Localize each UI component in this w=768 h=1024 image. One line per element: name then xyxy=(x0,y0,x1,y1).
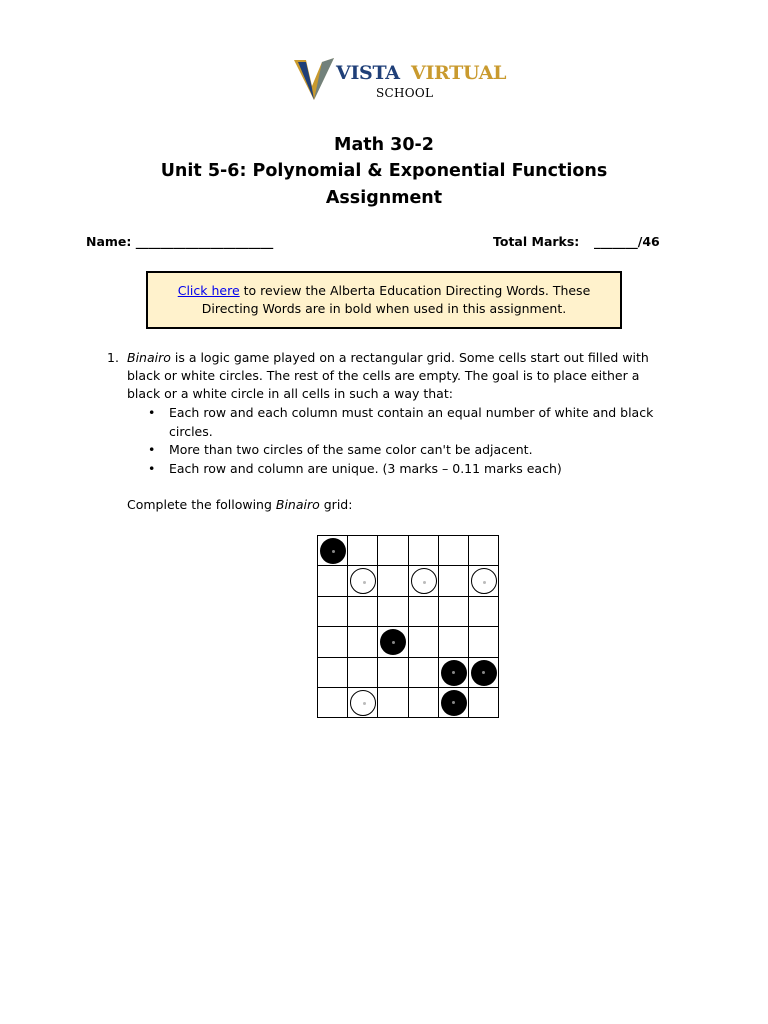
grid-cell[interactable] xyxy=(468,536,498,566)
directing-words-notice xyxy=(146,271,622,329)
name-blank[interactable]: ______________________ xyxy=(135,234,274,249)
grid-row xyxy=(318,657,499,687)
grid-cell[interactable] xyxy=(408,687,438,717)
grid-row xyxy=(318,536,499,566)
grid-cell[interactable] xyxy=(378,566,408,596)
total-marks-label: Total Marks: xyxy=(493,234,580,249)
white-circle xyxy=(471,568,497,594)
grid-cell[interactable] xyxy=(408,596,438,626)
black-circle xyxy=(441,690,467,716)
binairo-grid xyxy=(317,535,499,718)
grid-cell[interactable] xyxy=(408,627,438,657)
name-label: Name: xyxy=(86,234,132,249)
black-circle xyxy=(471,660,497,686)
school-logo xyxy=(292,54,507,104)
grid-row xyxy=(318,627,499,657)
grid-cell[interactable] xyxy=(468,627,498,657)
grid-cell[interactable] xyxy=(438,687,468,717)
grid-cell[interactable] xyxy=(408,566,438,596)
rule-item: • Each row and each column must contain an equal number of white and black circles. xyxy=(146,404,653,441)
question-intro-line1 xyxy=(127,349,649,368)
grid-cell[interactable] xyxy=(378,657,408,687)
grid-cell[interactable] xyxy=(348,627,378,657)
grid-row xyxy=(318,596,499,626)
binairo-term: Binairo xyxy=(127,350,171,365)
grid-cell[interactable] xyxy=(438,536,468,566)
grid-row xyxy=(318,566,499,596)
v-checkmark-icon xyxy=(292,56,336,102)
grid-cell[interactable] xyxy=(378,536,408,566)
question-number: 1. xyxy=(107,350,119,365)
grid-cell[interactable] xyxy=(438,596,468,626)
white-circle xyxy=(350,690,376,716)
grid-cell[interactable] xyxy=(468,657,498,687)
grid-cell[interactable] xyxy=(408,536,438,566)
logo-word-virtual: VIRTUAL xyxy=(411,62,507,84)
grid-cell[interactable] xyxy=(438,566,468,596)
grid-cell[interactable] xyxy=(468,596,498,626)
click-here-link[interactable]: Click here xyxy=(177,282,240,298)
grid-cell[interactable] xyxy=(348,657,378,687)
name-field[interactable] xyxy=(86,234,273,249)
rule-item: • Each row and column are unique. (3 marks – 0.11 marks each) xyxy=(146,460,653,479)
logo-word-vista: VISTA xyxy=(336,62,400,84)
black-circle xyxy=(320,538,346,564)
total-marks-blank: _______/46 xyxy=(594,234,660,249)
grid-row xyxy=(318,687,499,717)
assignment-title: Assignment xyxy=(325,188,443,208)
binairo-term: Binairo xyxy=(275,497,320,512)
grid-cell[interactable] xyxy=(318,596,348,626)
grid-cell[interactable] xyxy=(318,566,348,596)
black-circle xyxy=(380,629,406,655)
rules-list xyxy=(146,404,653,478)
grid-cell[interactable] xyxy=(378,627,408,657)
grid-cell[interactable] xyxy=(348,596,378,626)
rule-item: • More than two circles of the same color can't be adjacent. xyxy=(146,441,653,460)
course-title: Math 30-2 xyxy=(334,135,434,155)
grid-cell[interactable] xyxy=(408,657,438,687)
white-circle xyxy=(411,568,437,594)
black-circle xyxy=(441,660,467,686)
grid-cell[interactable] xyxy=(348,687,378,717)
grid-cell[interactable] xyxy=(348,566,378,596)
grid-cell[interactable] xyxy=(318,627,348,657)
grid-instruction: Complete the following Binairo grid: xyxy=(127,497,353,512)
grid-cell[interactable] xyxy=(378,687,408,717)
grid-cell[interactable] xyxy=(318,687,348,717)
grid-cell[interactable] xyxy=(318,657,348,687)
notice-line2-text: Directing Words are in bold when used in this assignment. xyxy=(201,301,567,316)
notice-line1-text: to review the Alberta Education Directing Words. These xyxy=(239,282,591,298)
grid-cell[interactable] xyxy=(468,566,498,596)
grid-cell[interactable] xyxy=(378,596,408,626)
grid-cell[interactable] xyxy=(348,536,378,566)
total-marks-field xyxy=(493,234,660,249)
grid-cell[interactable] xyxy=(438,627,468,657)
grid-cell[interactable] xyxy=(438,657,468,687)
white-circle xyxy=(350,568,376,594)
question-intro-line3: black or a white circle in all cells in such a way that: xyxy=(127,386,453,401)
unit-title: Unit 5-6: Polynomial & Exponential Functions xyxy=(160,161,608,181)
grid-cell[interactable] xyxy=(318,536,348,566)
grid-cell[interactable] xyxy=(468,687,498,717)
question-intro-line2: black or white circles. The rest of the cells are empty. The goal is to place either a xyxy=(127,368,640,383)
logo-word-school: SCHOOL xyxy=(376,86,434,100)
intro-line1-text: is a logic game played on a rectangular grid. Some cells start out filled with xyxy=(170,350,649,365)
